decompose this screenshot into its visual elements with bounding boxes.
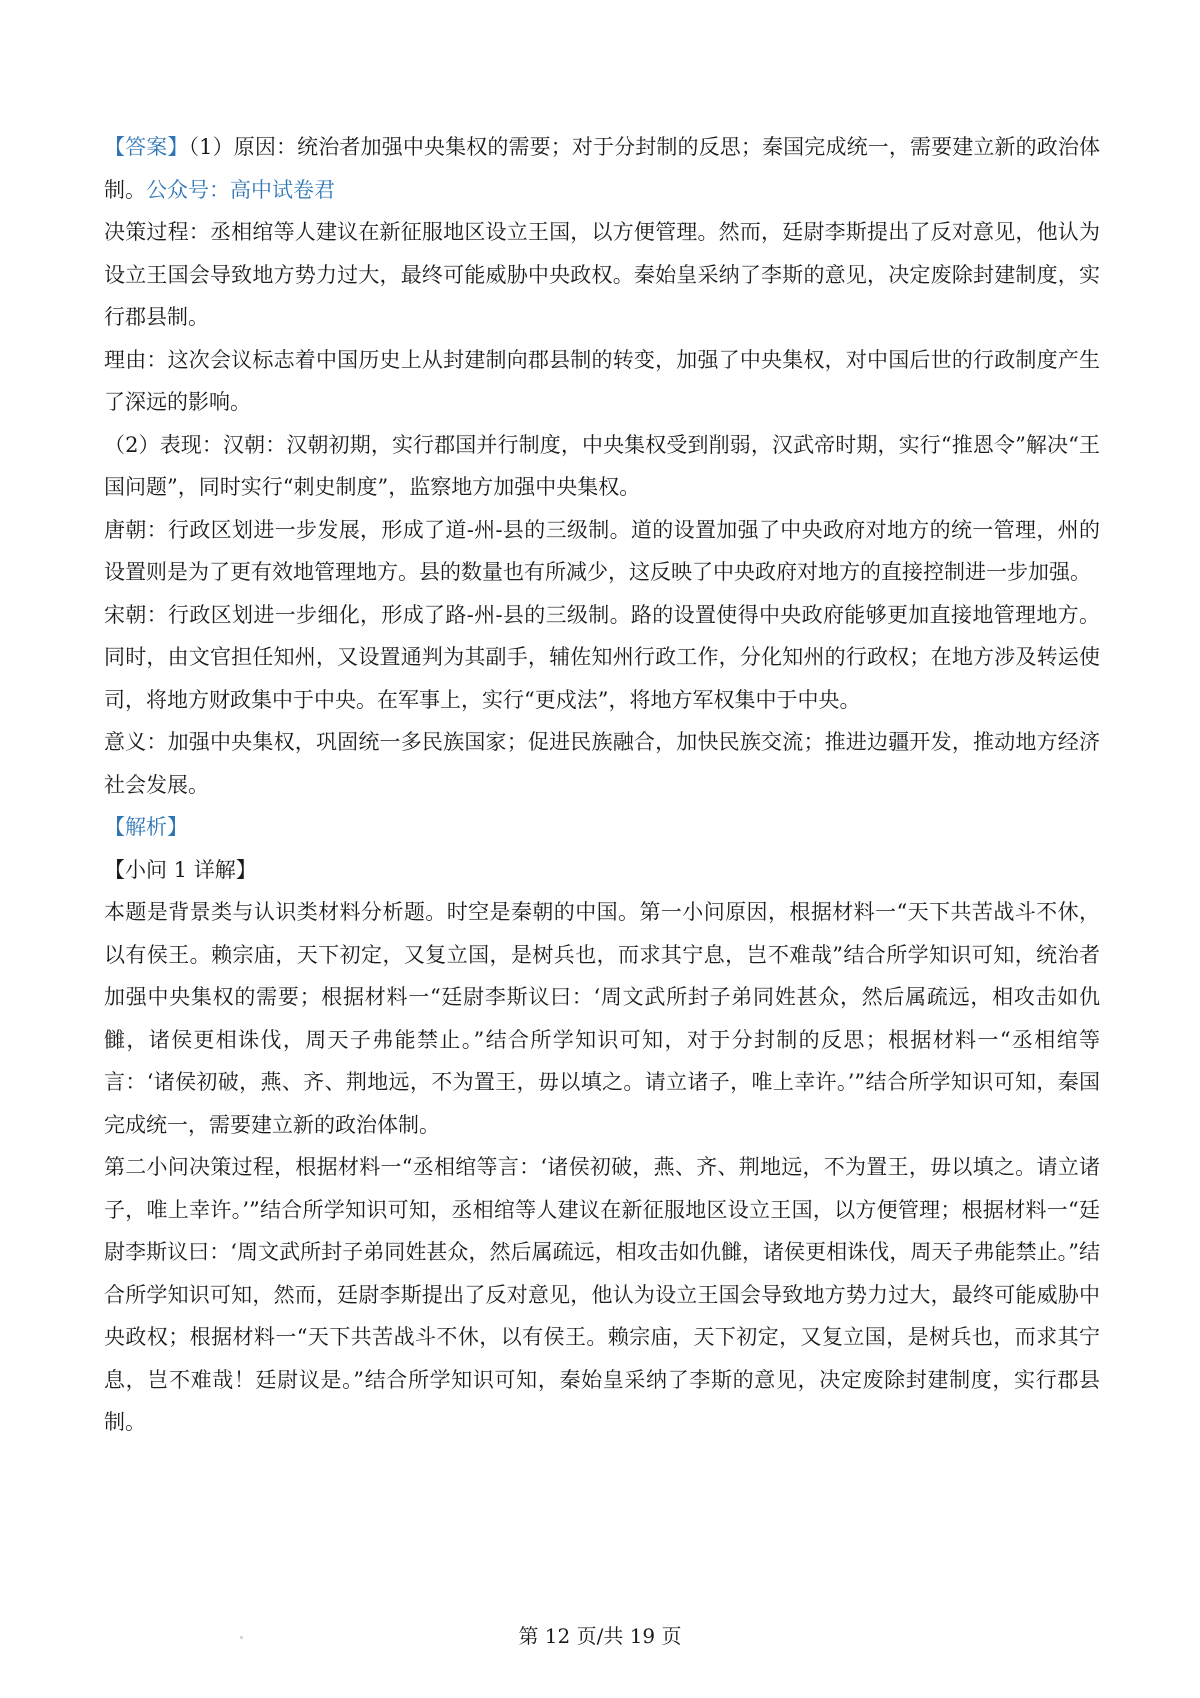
document-body [104,126,1100,1444]
tang-paragraph: 唐朝：行政区划进一步发展，形成了道-州-县的三级制。道的设置加强了中央政府对地方的统一管理，州的设置则是为了更有效地管理地方。县的数量也有所减少，这反映了中央政府对地方的直接控制进一步加强。 [104,517,1100,584]
sub-question-tag: 【小问 1 详解】 [104,857,257,882]
analysis-tag: 【解析】 [104,815,188,839]
significance-paragraph: 意义：加强中央集权，巩固统一多民族国家；促进民族融合，加快民族交流；推进边疆开发，推动地方经济社会发展。 [104,730,1100,797]
page-number: 第 12 页/共 19 页 [518,1624,682,1648]
song-paragraph: 宋朝：行政区划进一步细化，形成了路-州-县的三级制。路的设置使得中央政府能够更加直接地管理地方。同时，由文官担任知州，又设置通判为其副手，辅佐知州行政工作，分化知州的行政权；在地方涉及转运使司，将地方财政集中于中央。在军事上，实行“更戍法”，将地方军权集中于中央。 [104,602,1100,712]
analysis-paragraph-2: 第二小问决策过程，根据材料一“丞相绾等言：‘诸侯初破，燕、齐、荆地远，不为置王，毋以填之。请立诸子，唯上幸许。’”结合所学知识可知，丞相绾等人建议在新征服地区设立王国，以方便管理；根据材料一“廷尉李斯议曰：‘周文武所封子弟同姓甚众，然后属疏远，相攻击如仇雠，诸侯更相诛伐，周天子弗能禁止。”结合所学知识可知，然而，廷尉李斯提出了反对意见，他认为设立王国会导致地方势力过大，最终可能威胁中央政权；根据材料一“天下共苦战斗不休，以有侯王。赖宗庙，天下初定，又复立国，是树兵也，而求其宁息，岂不难哉！廷尉议是。”结合所学知识可知，秦始皇采纳了李斯的意见，决定废除封建制度，实行郡县制。 [104,1155,1100,1434]
reason-paragraph: 理由：这次会议标志着中国历史上从封建制向郡县制的转变，加强了中央集权，对中国后世的行政制度产生了深远的影响。 [104,347,1100,414]
analysis-paragraph-1: 本题是背景类与认识类材料分析题。时空是秦朝的中国。第一小问原因，根据材料一“天下共苦战斗不休，以有侯王。赖宗庙，天下初定，又复立国，是树兵也，而求其宁息，岂不难哉”结合所学知识可知，统治者加强中央集权的需要；根据材料一“廷尉李斯议曰：‘周文武所封子弟同姓甚众，然后属疏远，相攻击如仇雠，诸侯更相诛伐，周天子弗能禁止。”结合所学知识可知，对于分封制的反思；根据材料一“丞相绾等言：‘诸侯初破，燕、齐、荆地远，不为置王，毋以填之。请立诸子，唯上幸许。’”结合所学知识可知，秦国完成统一，需要建立新的政治体制。 [104,900,1100,1137]
han-paragraph: （2）表现：汉朝：汉朝初期，实行郡国并行制度，中央集权受到削弱，汉武帝时期，实行“推恩令”解决“王国问题”，同时实行“刺史制度”，监察地方加强中央集权。 [104,432,1100,499]
answer-reason-text: （1）原因：统治者加强中央集权的需要；对于分封制的反思；秦国完成统一，需要建立新的政治体制。 [104,135,1101,202]
watermark-text: 公众号：高中试卷君 [146,177,335,202]
answer-tag: 【答案】 [104,135,189,159]
decision-paragraph: 决策过程：丞相绾等人建议在新征服地区设立王国，以方便管理。然而，廷尉李斯提出了反对意见，他认为设立王国会导致地方势力过大，最终可能威胁中央政权。秦始皇采纳了李斯的意见，决定废除封建制度，实行郡县制。 [104,220,1100,329]
answer-paragraph-1 [104,126,1100,211]
